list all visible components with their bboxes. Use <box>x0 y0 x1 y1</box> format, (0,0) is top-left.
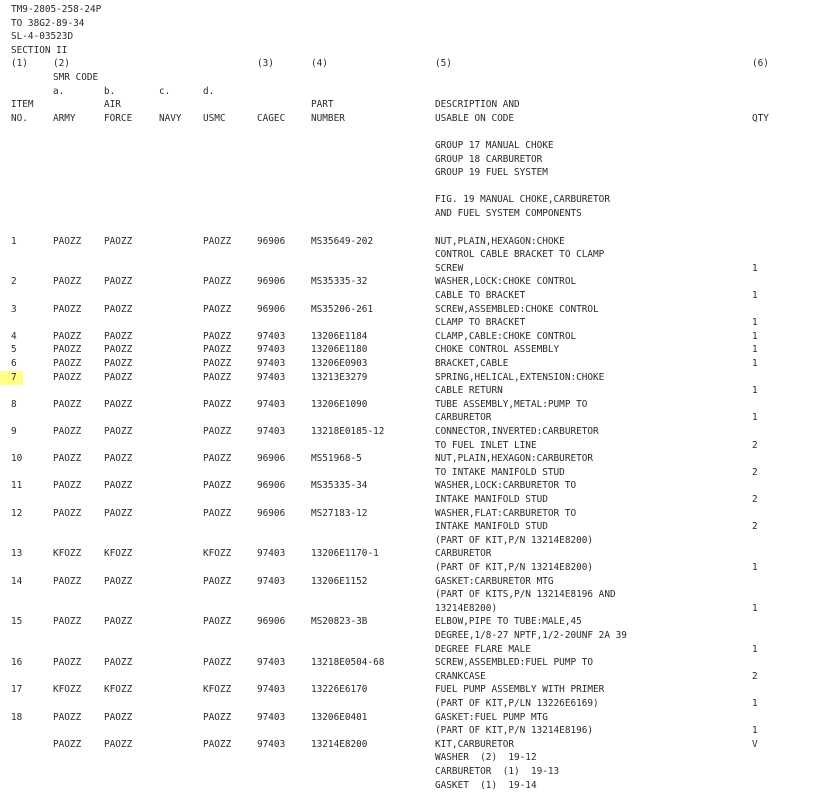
smr-usmc: PAOZZ <box>203 276 232 288</box>
quantity: 1 <box>752 385 758 397</box>
smr-usmc: PAOZZ <box>203 344 232 356</box>
cagec-code: 97403 <box>257 398 286 410</box>
usmc-label: USMC <box>203 112 226 124</box>
part-number: 13206E0401 <box>311 711 368 723</box>
cagec-code: 97403 <box>257 738 286 750</box>
quantity: 1 <box>752 562 758 573</box>
to-number: TO 38G2-89-34 <box>11 17 85 29</box>
smr-usmc: PAOZZ <box>203 738 232 750</box>
description-line: SCREW,ASSEMBLED:FUEL PUMP TO <box>435 657 594 669</box>
part-label-1: PART <box>311 99 334 111</box>
item-number: 6 <box>11 358 17 369</box>
quantity: 1 <box>752 643 758 655</box>
item-number: 13 <box>11 548 23 560</box>
navy-label: NAVY <box>159 112 182 124</box>
smr-air-force: PAOZZ <box>104 575 133 587</box>
smr-usmc: KFOZZ <box>203 548 232 560</box>
part-number: 13206E0903 <box>311 358 368 369</box>
description-label-1: DESCRIPTION AND <box>435 99 520 111</box>
smr-air-force: PAOZZ <box>104 358 133 369</box>
part-number: MS35335-34 <box>311 480 368 492</box>
description-line: CRANKCASE <box>435 670 486 682</box>
smr-army: PAOZZ <box>53 616 82 628</box>
description-line: CABLE RETURN <box>435 385 503 397</box>
part-number: 13218E0504-68 <box>311 657 385 669</box>
army-label: ARMY <box>53 112 76 124</box>
smr-usmc: PAOZZ <box>203 303 232 315</box>
part-number: MS27183-12 <box>311 507 368 519</box>
description-line: SCREW <box>435 262 464 274</box>
description-line: (PART OF KIT,P/N 13214E8196) <box>435 725 594 737</box>
cagec-code: 97403 <box>257 711 286 723</box>
description-label-2: USABLE ON CODE <box>435 112 515 124</box>
part-number: 13213E3279 <box>311 371 368 383</box>
smr-usmc: PAOZZ <box>203 330 232 342</box>
description-line: KIT,CARBURETOR <box>435 738 515 750</box>
smr-army: PAOZZ <box>53 426 82 437</box>
description-line: (PART OF KIT,P/N 13214E8200) <box>435 562 594 573</box>
description-line: WASHER (2) 19-12 <box>435 752 537 764</box>
smr-air-force: PAOZZ <box>104 276 133 288</box>
description-line: 13214E8200) <box>435 602 498 614</box>
smr-army: PAOZZ <box>53 344 82 356</box>
item-number: 9 <box>11 426 17 437</box>
smr-army: KFOZZ <box>53 684 82 696</box>
quantity: 1 <box>752 290 758 301</box>
description-line: CLAMP,CABLE:CHOKE CONTROL <box>435 330 577 342</box>
part-number: MS35649-202 <box>311 235 374 247</box>
quantity: 2 <box>752 494 758 505</box>
item-label-1: ITEM <box>11 99 34 111</box>
description-line: WASHER,FLAT:CARBURETOR TO <box>435 507 577 519</box>
description-line: INTAKE MANIFOLD STUD <box>435 521 548 533</box>
smr-usmc: PAOZZ <box>203 657 232 669</box>
smr-usmc: PAOZZ <box>203 371 232 383</box>
smr-usmc: PAOZZ <box>203 358 232 369</box>
part-number: 13206E1184 <box>311 330 368 342</box>
description-line: WASHER,LOCK:CARBURETOR TO <box>435 480 577 492</box>
quantity: 1 <box>752 602 758 614</box>
smr-army: PAOZZ <box>53 330 82 342</box>
col-number-5: (5) <box>435 58 452 70</box>
item-number: 10 <box>11 453 23 465</box>
smr-air-force: PAOZZ <box>104 235 133 247</box>
smr-air-force: PAOZZ <box>104 616 133 628</box>
smr-army: PAOZZ <box>53 276 82 288</box>
description-line: (PART OF KITS,P/N 13214E8196 AND <box>435 589 616 601</box>
qty-label: QTY <box>752 112 769 124</box>
description-line: FUEL PUMP ASSEMBLY WITH PRIMER <box>435 684 605 696</box>
col-sub-c: c. <box>159 85 171 97</box>
col-number-6: (6) <box>752 58 769 70</box>
cagec-code: 96906 <box>257 453 286 465</box>
col-number-2: (2) <box>53 58 70 70</box>
quantity: 2 <box>752 466 758 478</box>
smr-air-force: PAOZZ <box>104 426 133 437</box>
cagec-code: 96906 <box>257 276 286 288</box>
item-label-2: NO. <box>11 112 28 124</box>
item-number: 14 <box>11 575 23 587</box>
col-sub-b: b. <box>104 85 116 97</box>
cagec-code: 97403 <box>257 657 286 669</box>
smr-army: PAOZZ <box>53 303 82 315</box>
part-number: 13206E1180 <box>311 344 368 356</box>
part-number: MS51968-5 <box>311 453 362 465</box>
smr-air-force: PAOZZ <box>104 303 133 315</box>
item-number: 2 <box>11 276 17 288</box>
smr-usmc: PAOZZ <box>203 398 232 410</box>
col-number-4: (4) <box>311 58 328 70</box>
col-sub-d: d. <box>203 85 215 97</box>
cagec-code: 96906 <box>257 480 286 492</box>
description-line: GASKET:CARBURETOR MTG <box>435 575 554 587</box>
item-number: 3 <box>11 303 17 315</box>
description-line: CABLE TO BRACKET <box>435 290 526 301</box>
description-line: DEGREE,1/8-27 NPTF,1/2-20UNF 2A 39 <box>435 630 627 641</box>
quantity: 1 <box>752 412 758 424</box>
smr-usmc: PAOZZ <box>203 480 232 492</box>
smr-air-force: PAOZZ <box>104 371 133 383</box>
smr-usmc: PAOZZ <box>203 575 232 587</box>
item-number: 1 <box>11 235 17 247</box>
quantity: 2 <box>752 439 758 451</box>
group-18-heading: GROUP 18 CARBURETOR <box>435 153 543 165</box>
cagec-code: 97403 <box>257 548 286 560</box>
smr-usmc: PAOZZ <box>203 616 232 628</box>
smr-army: PAOZZ <box>53 575 82 587</box>
smr-usmc: KFOZZ <box>203 684 232 696</box>
quantity: 1 <box>752 344 758 356</box>
cagec-code: 97403 <box>257 575 286 587</box>
smr-army: PAOZZ <box>53 480 82 492</box>
item-number: 17 <box>11 684 23 696</box>
smr-air-force: PAOZZ <box>104 657 133 669</box>
description-line: DEGREE FLARE MALE <box>435 643 531 655</box>
smr-army: PAOZZ <box>53 235 82 247</box>
description-line: CONTROL CABLE BRACKET TO CLAMP <box>435 249 605 261</box>
smr-army: PAOZZ <box>53 507 82 519</box>
smr-air-force: PAOZZ <box>104 453 133 465</box>
group-17-heading: GROUP 17 MANUAL CHOKE <box>435 140 554 151</box>
sl-number: SL-4-03523D <box>11 31 74 43</box>
item-number: 5 <box>11 344 17 356</box>
smr-army: PAOZZ <box>53 358 82 369</box>
smr-code-label: SMR CODE <box>53 72 99 83</box>
description-line: (PART OF KIT,P/N 13214E8200) <box>435 534 594 546</box>
tm-number: TM9-2805-258-24P <box>11 4 102 15</box>
figure-title-2: AND FUEL SYSTEM COMPONENTS <box>435 208 582 219</box>
item-number: 8 <box>11 398 17 410</box>
description-line: CARBURETOR <box>435 412 492 424</box>
figure-title-1: FIG. 19 MANUAL CHOKE,CARBURETOR <box>435 194 610 206</box>
cagec-code: 96906 <box>257 235 286 247</box>
description-line: BRACKET,CABLE <box>435 358 509 369</box>
group-19-heading: GROUP 19 FUEL SYSTEM <box>435 167 548 179</box>
quantity: 1 <box>752 725 758 737</box>
smr-army: KFOZZ <box>53 548 82 560</box>
quantity: 1 <box>752 317 758 329</box>
item-number: 15 <box>11 616 23 628</box>
quantity: 2 <box>752 670 758 682</box>
description-line: CLAMP TO BRACKET <box>435 317 526 329</box>
description-line: NUT,PLAIN,HEXAGON:CHOKE <box>435 235 565 247</box>
smr-air-force: PAOZZ <box>104 344 133 356</box>
part-number: 13206E1152 <box>311 575 368 587</box>
part-number: MS20823-3B <box>311 616 368 628</box>
section-title: SECTION II <box>11 44 68 56</box>
smr-air-force: PAOZZ <box>104 398 133 410</box>
smr-army: PAOZZ <box>53 711 82 723</box>
description-line: GASKET (1) 19-14 <box>435 779 537 791</box>
cagec-code: 96906 <box>257 616 286 628</box>
quantity: 1 <box>752 330 758 342</box>
cagec-code: 96906 <box>257 303 286 315</box>
quantity: 1 <box>752 262 758 274</box>
smr-air-force: PAOZZ <box>104 480 133 492</box>
smr-army: PAOZZ <box>53 453 82 465</box>
smr-air-force: KFOZZ <box>104 548 133 560</box>
quantity: 1 <box>752 698 758 709</box>
item-number: 11 <box>11 480 23 492</box>
item-number: 7 <box>11 371 17 383</box>
description-line: GASKET:FUEL PUMP MTG <box>435 711 548 723</box>
description-line: NUT,PLAIN,HEXAGON:CARBURETOR <box>435 453 594 465</box>
smr-air-force: PAOZZ <box>104 711 133 723</box>
quantity: V <box>752 738 758 750</box>
part-number: MS35206-261 <box>311 303 374 315</box>
quantity: 2 <box>752 521 758 533</box>
part-label-2: NUMBER <box>311 112 345 124</box>
air-label-2: FORCE <box>104 112 133 124</box>
smr-air-force: KFOZZ <box>104 684 133 696</box>
smr-usmc: PAOZZ <box>203 507 232 519</box>
item-number: 4 <box>11 330 17 342</box>
part-number: MS35335-32 <box>311 276 368 288</box>
smr-usmc: PAOZZ <box>203 426 232 437</box>
smr-army: PAOZZ <box>53 398 82 410</box>
description-line: CHOKE CONTROL ASSEMBLY <box>435 344 560 356</box>
description-line: TUBE ASSEMBLY,METAL:PUMP TO <box>435 398 588 410</box>
smr-air-force: PAOZZ <box>104 738 133 750</box>
cagec-code: 97403 <box>257 330 286 342</box>
description-line: TO FUEL INLET LINE <box>435 439 537 451</box>
col-number-3: (3) <box>257 58 274 70</box>
cagec-code: 97403 <box>257 358 286 369</box>
description-line: CARBURETOR <box>435 548 492 560</box>
part-number: 13206E1090 <box>311 398 368 410</box>
description-line: ELBOW,PIPE TO TUBE:MALE,45 <box>435 616 582 628</box>
cagec-code: 97403 <box>257 371 286 383</box>
smr-army: PAOZZ <box>53 371 82 383</box>
cagec-code: 97403 <box>257 684 286 696</box>
item-number: 12 <box>11 507 23 519</box>
description-line: CARBURETOR (1) 19-13 <box>435 766 560 777</box>
smr-usmc: PAOZZ <box>203 235 232 247</box>
description-line: SCREW,ASSEMBLED:CHOKE CONTROL <box>435 303 599 315</box>
cagec-code: 97403 <box>257 426 286 437</box>
part-number: 13214E8200 <box>311 738 368 750</box>
description-line: SPRING,HELICAL,EXTENSION:CHOKE <box>435 371 605 383</box>
description-line: INTAKE MANIFOLD STUD <box>435 494 548 505</box>
col-number-1: (1) <box>11 58 28 70</box>
smr-army: PAOZZ <box>53 657 82 669</box>
part-number: 13218E0185-12 <box>311 426 385 437</box>
cagec-code: 97403 <box>257 344 286 356</box>
description-line: TO INTAKE MANIFOLD STUD <box>435 466 565 478</box>
quantity: 1 <box>752 358 758 369</box>
part-number: 13206E1170-1 <box>311 548 379 560</box>
col-sub-a: a. <box>53 85 65 97</box>
cagec-code: 96906 <box>257 507 286 519</box>
smr-usmc: PAOZZ <box>203 453 232 465</box>
item-number: 16 <box>11 657 23 669</box>
description-line: (PART OF KIT,P/LN 13226E6169) <box>435 698 599 709</box>
smr-army: PAOZZ <box>53 738 82 750</box>
description-line: WASHER,LOCK:CHOKE CONTROL <box>435 276 577 288</box>
part-number: 13226E6170 <box>311 684 368 696</box>
description-line: CONNECTOR,INVERTED:CARBURETOR <box>435 426 599 437</box>
air-label-1: AIR <box>104 99 121 111</box>
smr-air-force: PAOZZ <box>104 507 133 519</box>
item-number: 18 <box>11 711 23 723</box>
cagec-label: CAGEC <box>257 112 286 124</box>
smr-usmc: PAOZZ <box>203 711 232 723</box>
smr-air-force: PAOZZ <box>104 330 133 342</box>
